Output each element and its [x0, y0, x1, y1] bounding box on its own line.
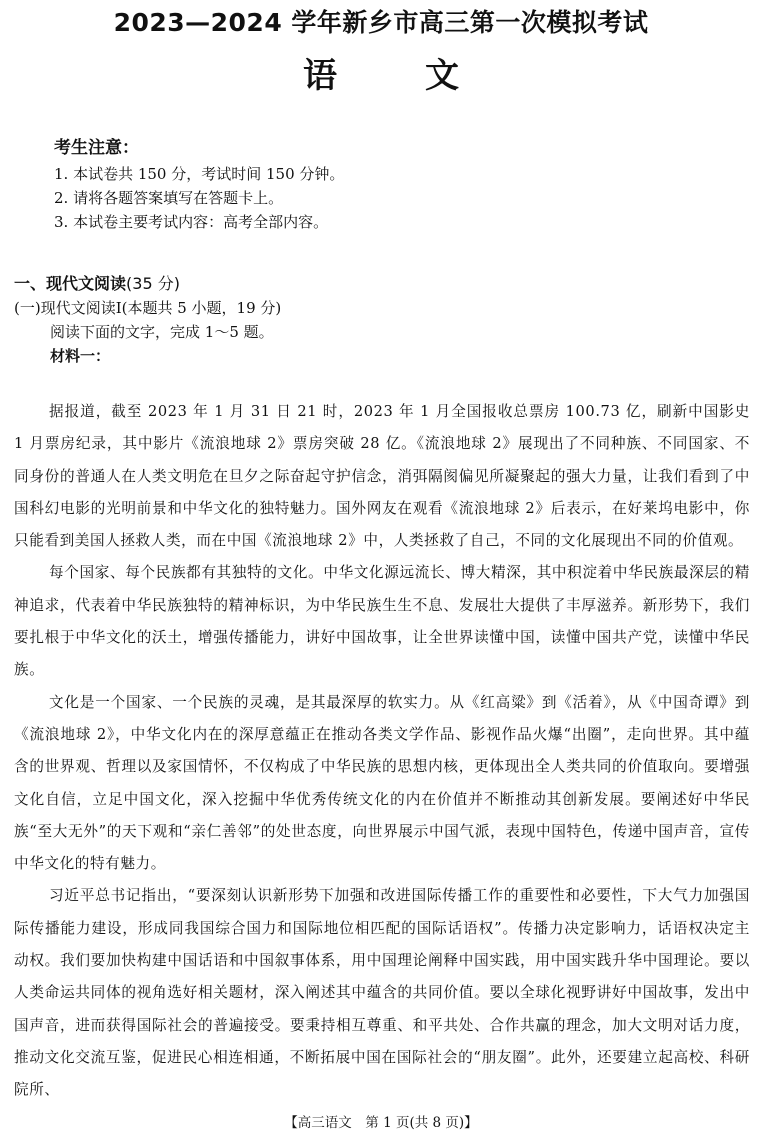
section-score: (35 分) [126, 274, 180, 293]
reading-instruction: 阅读下面的文字，完成 1～5 题。 [50, 323, 274, 341]
section-heading-text: 一、现代文阅读 [14, 274, 127, 293]
subject-title: 语文 [303, 56, 547, 96]
notice-item: 3. 本试卷主要考试内容：高考全部内容。 [54, 213, 329, 231]
section-heading [14, 272, 734, 296]
material-label: 材料一： [50, 347, 111, 365]
page-footer: 【高三语文 第 1 页(共 8 页)】 [284, 1115, 478, 1131]
paragraph: 每个国家、每个民族都有其独特的文化。中华文化源远流长、博大精深，其中积淀着中华民族最深层的精神追求，代表着中华民族独特的精神标识，为中华民族生生不息、发展壮大提供了丰厚滋养。新形势下，我们要扎根于中华文化的沃土，增强传播能力，讲好中国故事，让全世界读懂中国，读懂中国共产党，读懂中华民族。 [14, 564, 750, 679]
notice-title: 考生注意： [54, 138, 139, 158]
subsection-heading: (一)现代文阅读Ⅰ(本题共 5 小题，19 分) [14, 299, 282, 317]
notice-item: 2. 请将各题答案填写在答题卡上。 [54, 189, 284, 207]
reading-material [14, 396, 750, 1107]
notice-item: 1. 本试卷共 150 分，考试时间 150 分钟。 [54, 165, 345, 183]
candidate-notice [54, 136, 714, 234]
paragraph: 据报道，截至 2023 年 1 月 31 日 21 时，2023 年 1 月全国报收总票房 100.73 亿，刷新中国影史 1 月票房纪录，其中影片《流浪地球 2》票房突破 28 亿。《流浪地球 2》展现出了不同种族、不同国家、不同身份的普通人在人类文明危在旦夕之际奋起守护信念，消弭隔阂偏见所凝聚起的强大力量，让我们看到了中国科幻电影的光明前景和中华文化的独特魅力。国外网友在观看《流浪地球 2》后表示，在好莱坞电影中，你只能看到美国人拯救人类，而在中国《流浪地球 2》中，人类拯救了自己，不同的文化展现出不同的价值观。 [14, 403, 750, 550]
paragraph: 文化是一个国家、一个民族的灵魂，是其最深厚的软实力。从《红高粱》到《活着》，从《中国奇谭》到《流浪地球 2》，中华文化内在的深厚意蕴正在推动各类文学作品、影视作品火爆“出圈”，走向世界。其中蕴含的世界观、哲理以及家国情怀，不仅构成了中华民族的思想内核，更体现出全人类共同的价值取向。要增强文化自信，立足中国文化，深入挖掘中华优秀传统文化的内在价值并不断推动其创新发展。要阐述好中华民族“至大无外”的天下观和“亲仁善邻”的处世态度，向世界展示中国气派，表现中国特色，传递中国声音，宣传中华文化的特有魅力。 [14, 693, 750, 873]
paragraph: 习近平总书记指出，“要深刻认识新形势下加强和改进国际传播工作的重要性和必要性，下大气力加强国际传播能力建设，形成同我国综合国力和国际地位相匹配的国际话语权”。传播力决定影响力，话语权决定主动权。我们要加快构建中国话语和中国叙事体系，用中国理论阐释中国实践，用中国实践升华中国理论。要以人类命运共同体的视角选好相关题材，深入阐述其中蕴含的共同价值。要以全球化视野讲好中国故事，发出中国声音，进而获得国际社会的普遍接受。要秉持相互尊重、和平共处、合作共赢的理念，加大文明对话力度，推动文化交流互鉴，促进民心相连相通，不断拓展中国在国际社会的“朋友圈”。此外，还要建立起高校、科研院所、 [14, 887, 750, 1099]
section-heading-block [14, 272, 734, 368]
exam-title: 2023—2024 学年新乡市高三第一次模拟考试 [113, 8, 649, 37]
